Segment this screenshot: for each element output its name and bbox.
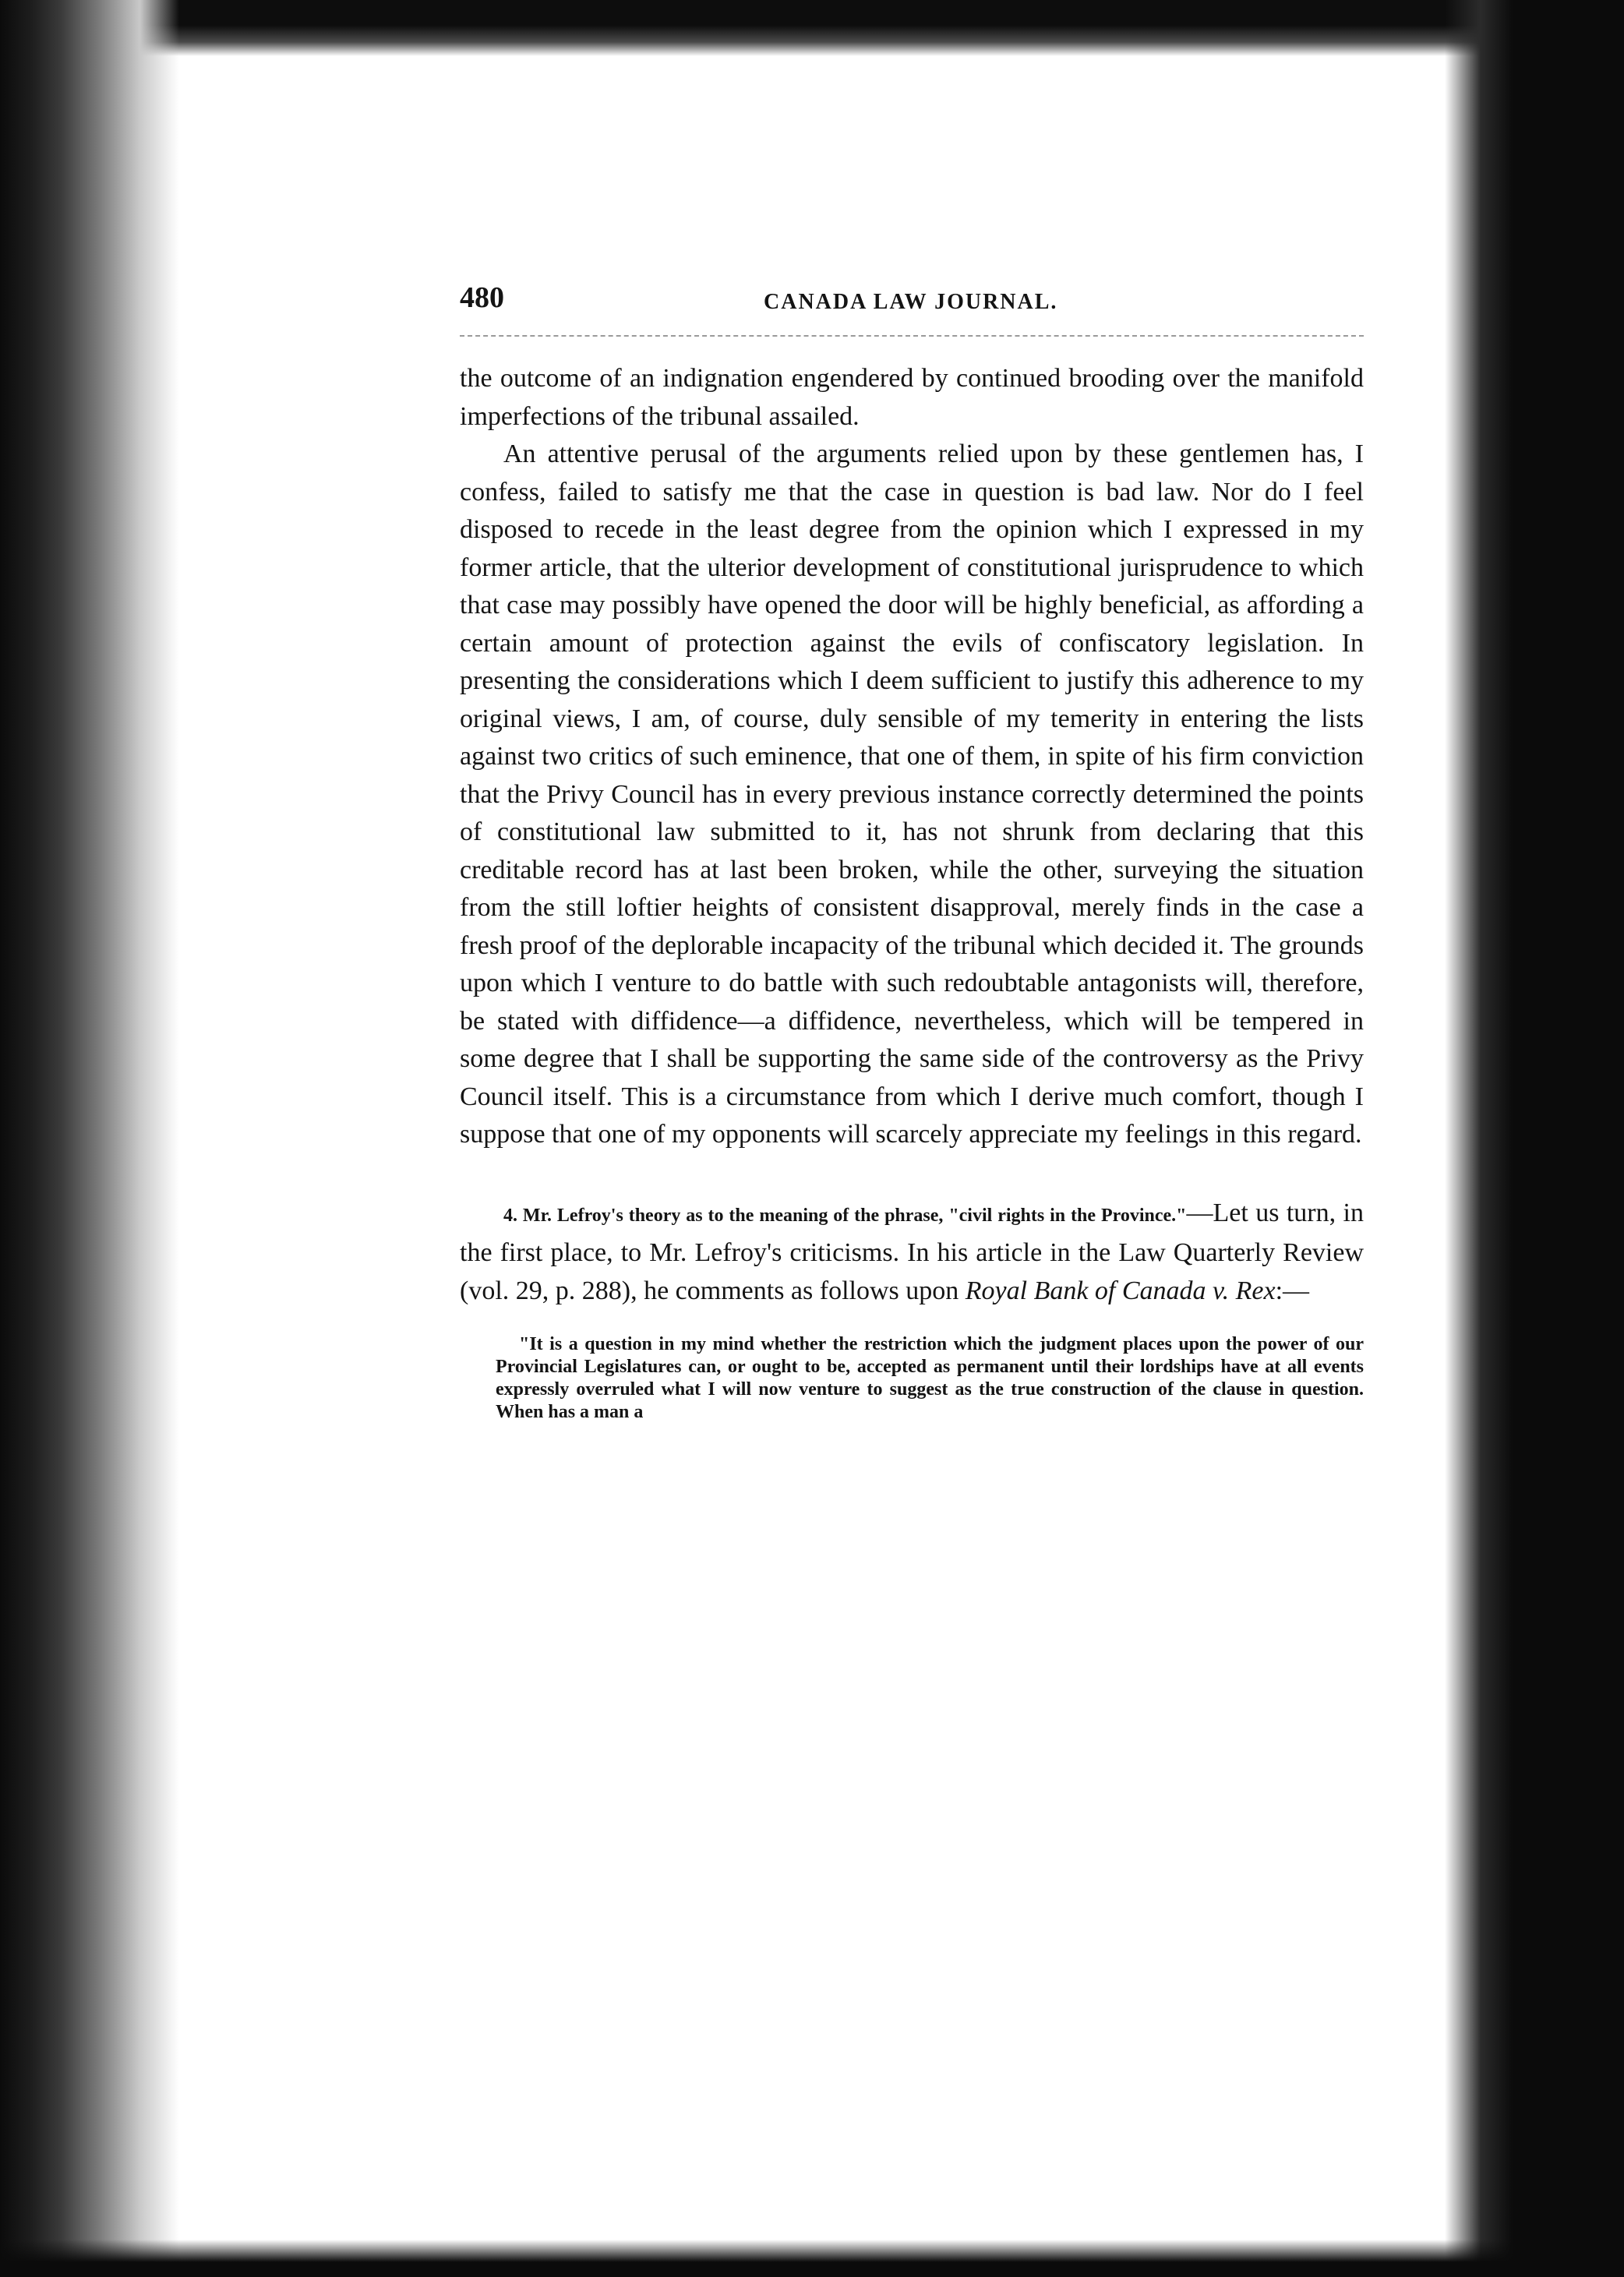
block-quote: "It is a question in my mind whether the restriction which the judgment places upon the power of our Provincial Legislatures can, or ought to be, accepted as permanent until their lordships have at all events expressly overruled what I will now venture to suggest as the true construction of the clause in question. When has a man a (496, 1334, 1364, 1422)
scan-border-right (1445, 0, 1624, 2277)
paragraph-continuation: the outcome of an indignation engendered by continued brooding over the manifold imperfections of the tribunal assailed. (460, 364, 1364, 431)
section-text: —Let us turn, in the first place, to Mr. Lefroy's criticisms. In his article in the Law Quarterly Review (vol. 29, p. 288), he comments as follows upon (460, 1198, 1364, 1305)
paragraph-main: An attentive perusal of the arguments relied upon by these gentlemen has, I confess, failed to satisfy me that the case in question is bad law. Nor do I feel disposed to recede in the least degree from the opinion which I expressed in my former article, that the ulterior development of constitutional jurisprudence to which that case may possibly have opened the door will be highly beneficial, as affording a certain amount of protection against the evils of confiscatory legislation. In presenting the considerations which I deem sufficient to justify this adherence to my original views, I am, of course, duly sensible of my temerity in entering the lists against two critics of such eminence, that one of them, in spite of his firm conviction that the Privy Council has in every previous instance correctly determined the points of constitutional law submitted to it, has not shrunk from declaring that this creditable record has at last been broken, while the other, surveying the situation from the still loftier heights of consistent disapproval, merely finds in the case a fresh proof of the deplorable incapacity of the tribunal which decided it. The grounds upon which I venture to do battle with such redoubtable antagonists will, therefore, be stated with diffidence—a diffidence, nevertheless, which will be tempered in some degree that I shall be supporting the same side of the controversy as the Privy Council itself. This is a circumstance from which I derive much comfort, though I suppose that one of my opponents will scarcely appreciate my feelings in this regard. (460, 440, 1364, 1149)
body-text (460, 360, 1364, 1154)
section-4 (460, 1195, 1364, 1311)
journal-title: CANADA LAW JOURNAL. (764, 290, 1058, 314)
scan-border-left (0, 0, 179, 2277)
section-heading: 4. Mr. Lefroy's theory as to the meaning of the phrase, "civil rights in the Province." (503, 1205, 1187, 1226)
page-number: 480 (460, 281, 504, 314)
header-rule (460, 335, 1364, 337)
section-text-end: :— (1275, 1276, 1310, 1305)
case-name: Royal Bank of Canada v. Rex (965, 1276, 1276, 1305)
running-head (460, 281, 1364, 327)
scan-border-bottom (0, 2240, 1624, 2277)
journal-page (460, 281, 1364, 1424)
scan-border-top (0, 0, 1624, 56)
